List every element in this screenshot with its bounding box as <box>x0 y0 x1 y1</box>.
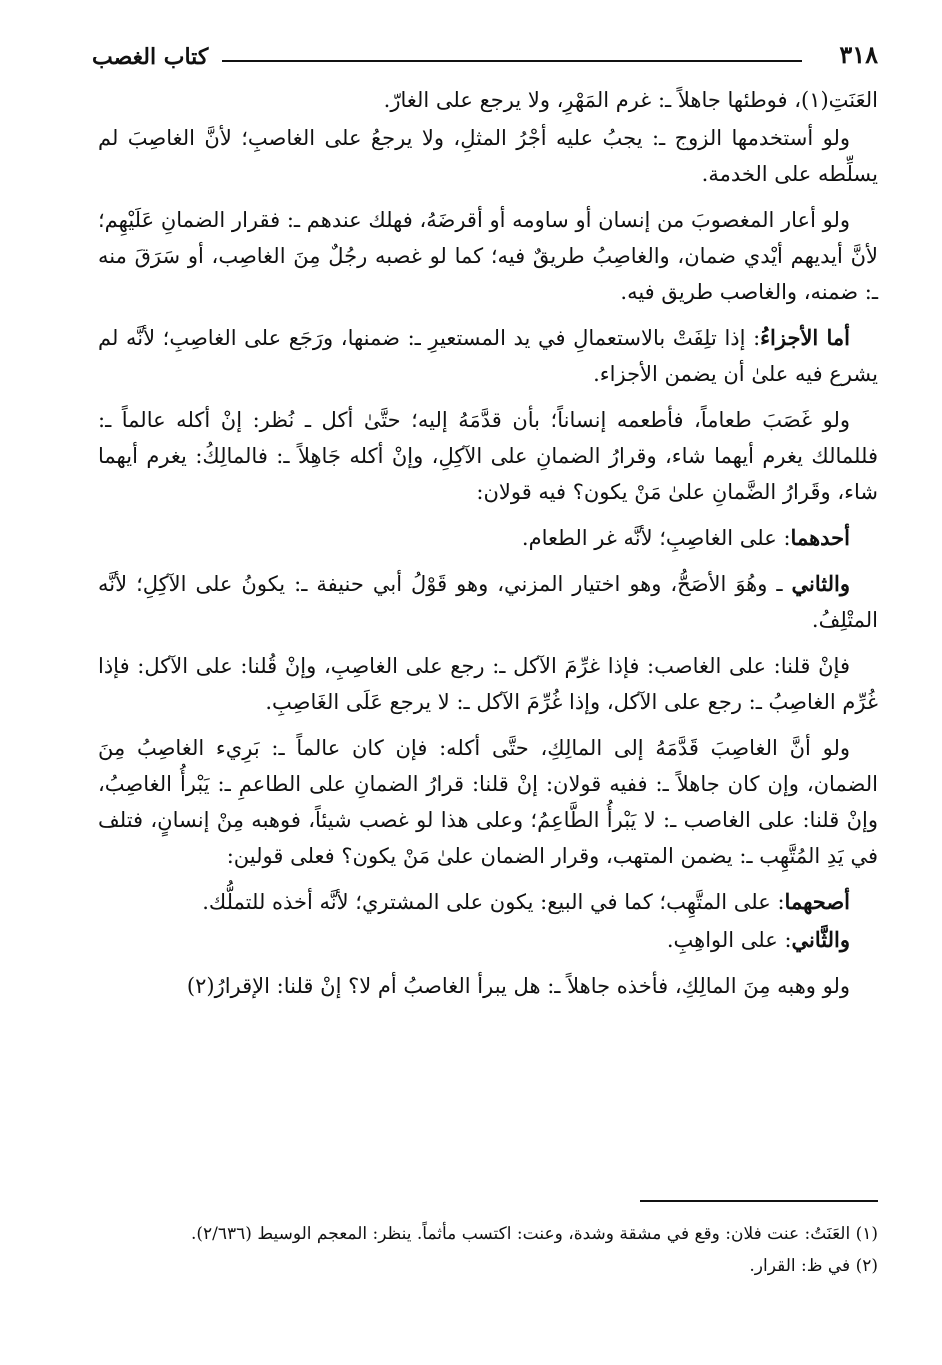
paragraph: ولو غَصَبَ طعاماً، فأطعمه إنساناً؛ بأن قدَّمَهُ إليه؛ حتَّىٰ أكل ـ نُظر: إنْ أكله عالماً ـ: فللمالك يغرم أيهما شاء، وقرارُ الضمانِ على الآكِلِ، وإنْ أكله جَاهِلاً ـ: فالمالِكُ: يغرم أيهما شاء، وقَرارُ الضَّمانِ علىٰ مَنْ يكون؟ فيه قولان: <box>98 408 878 504</box>
paragraph: ولو أستخدمها الزوج ـ: يجبُ عليه أجْرُ المثلِ، ولا يرجعُ على الغاصبِ؛ لأنَّ الغاصِبَ لم يسلِّطه على الخدمة. <box>98 126 878 186</box>
paragraph-text: : إذا تلِفَتْ بالاستعمالِ في يد المستعيرِ ـ: ضمنها، ورَجَع على الغاصِبِ؛ لأنَّه لم يشرع فيه علىٰ أن يضمن الأجزاء. <box>98 326 878 386</box>
paragraph-lead: والثَّاني <box>791 927 850 952</box>
paragraph: ولو أعار المغصوبَ من إنسان أو ساومه أو أقرضَهُ، فهلك عندهم ـ: فقرار الضمانِ عَلَيْهِم؛ لأنَّ أيديهم أيْدي ضمان، والغاصِبُ طريقٌ فيه؛ كما لو غصبه رجُلٌ مِنَ الغاصِب، أو سَرَقَ منه ـ: ضمنه، والغاصب طريق فيه. <box>98 208 878 304</box>
paragraph-text: : على المتَّهِب؛ كما في البيع: يكون على المشتري؛ لأنَّه أخذه للتملُّك. <box>202 890 785 914</box>
page-number: ٣١٨ <box>839 40 878 69</box>
paragraph-text: : على الواهِبِ. <box>666 928 792 952</box>
footnotes <box>98 1218 878 1282</box>
paragraph <box>98 520 878 556</box>
paragraph: ولو أنَّ الغاصِبَ قَدَّمَهُ إلى المالِكِ، حتَّى أكله: فإن كان عالماً ـ: بَرِيء الغاصِبُ مِنَ الضمان، وإن كان جاهلاً ـ: ففيه قولان: إنْ قلنا: قرارُ الضمانِ على الطاعمِ ـ: يَبْرأُ الغاصِبُ، وإنْ قلنا: على الغاصب ـ: لا يَبْرأُ الطَّاعِمُ؛ وعلى هذا لو غصب شيئاً، فوهبه مِنْ إنسانٍ، فتلف في يَدِ المُتَّهِب ـ: يضمن المتهب، وقرار الضمان علىٰ مَنْ يكون؟ فعلى قولين: <box>98 736 879 868</box>
paragraph <box>98 922 878 958</box>
paragraph: ولو وهبه مِنَ المالِكِ، فأخذه جاهلاً ـ: هل يبرأ الغاصبُ أم لا؟ إنْ قلنا: الإقرارُ(٢) <box>186 974 850 998</box>
footnote: (١) العَنَتُ: عنت فلان: وقع في مشقة وشدة، وعنت: اكتسب مأثماً. ينظر: المعجم الوسيط (٢/٦٣٦). <box>190 1224 878 1244</box>
footnote: (٢) في ظ: القرار. <box>749 1256 878 1276</box>
footnote-divider <box>640 1200 878 1202</box>
paragraph-lead: أحدهما <box>790 525 850 550</box>
paragraph <box>98 884 878 920</box>
paragraph: العَنَتِ(١)، فوطئها جاهلاً ـ: غرم المَهْرِ، ولا يرجع على الغارّ. <box>383 88 878 112</box>
paragraph-lead: أصحهما <box>784 889 850 914</box>
paragraph-text: : على الغاصِبِ؛ لأنَّه غر الطعام. <box>521 526 791 550</box>
header-divider <box>222 60 802 62</box>
body-text <box>98 82 878 1014</box>
chapter-title: كتاب الغصب <box>92 44 209 70</box>
paragraph <box>98 566 878 638</box>
paragraph <box>98 320 878 392</box>
paragraph-lead: أما الأجزاءُ <box>760 325 850 350</box>
paragraph: فإنْ قلنا: على الغاصب: فإذا غرِّمَ الآكل ـ: رجع على الغاصِبِ، وإنْ قُلنا: على الآكل: فإذا غُرِّم الغاصِبُ ـ: رجع على الآكل، وإذا غُرِّمَ الآكل ـ: لا يرجع عَلَى الغَاصِبِ. <box>98 654 878 714</box>
paragraph-lead: والثاني <box>791 571 850 596</box>
page-header <box>92 38 878 78</box>
paragraph-text: ـ وهُوَ الأصَحُّ، وهو اختيار المزني، وهو قَوْلُ أبي حنيفة ـ: يكونُ على الآكِلِ؛ لأنَّه المتْلِفُ. <box>98 572 878 632</box>
